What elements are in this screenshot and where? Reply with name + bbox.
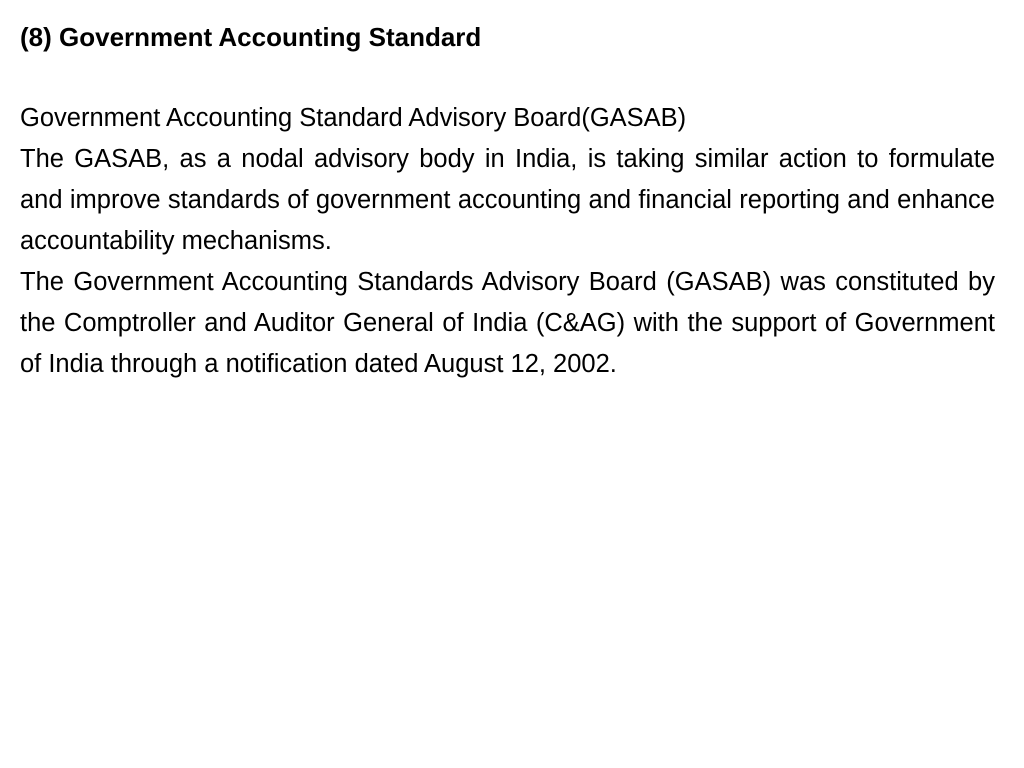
subheading: Government Accounting Standard Advisory Board(GASAB) [20, 104, 687, 132]
blank-line [20, 56, 995, 98]
slide-title: (8) Government Accounting Standard [20, 22, 482, 52]
slide-content [20, 18, 995, 385]
paragraph-gasab-role: The GASAB, as a nodal advisory body in India, is taking similar action to formulate and improve standards of government accounting and financial reporting and enhance accountability mechanisms. [20, 145, 995, 255]
paragraph-gasab-constitution: The Government Accounting Standards Advisory Board (GASAB) was constituted by the Comptroller and Auditor General of India (C&AG) with the support of Government of India through a notification dated August 12, 2002. [20, 268, 995, 378]
